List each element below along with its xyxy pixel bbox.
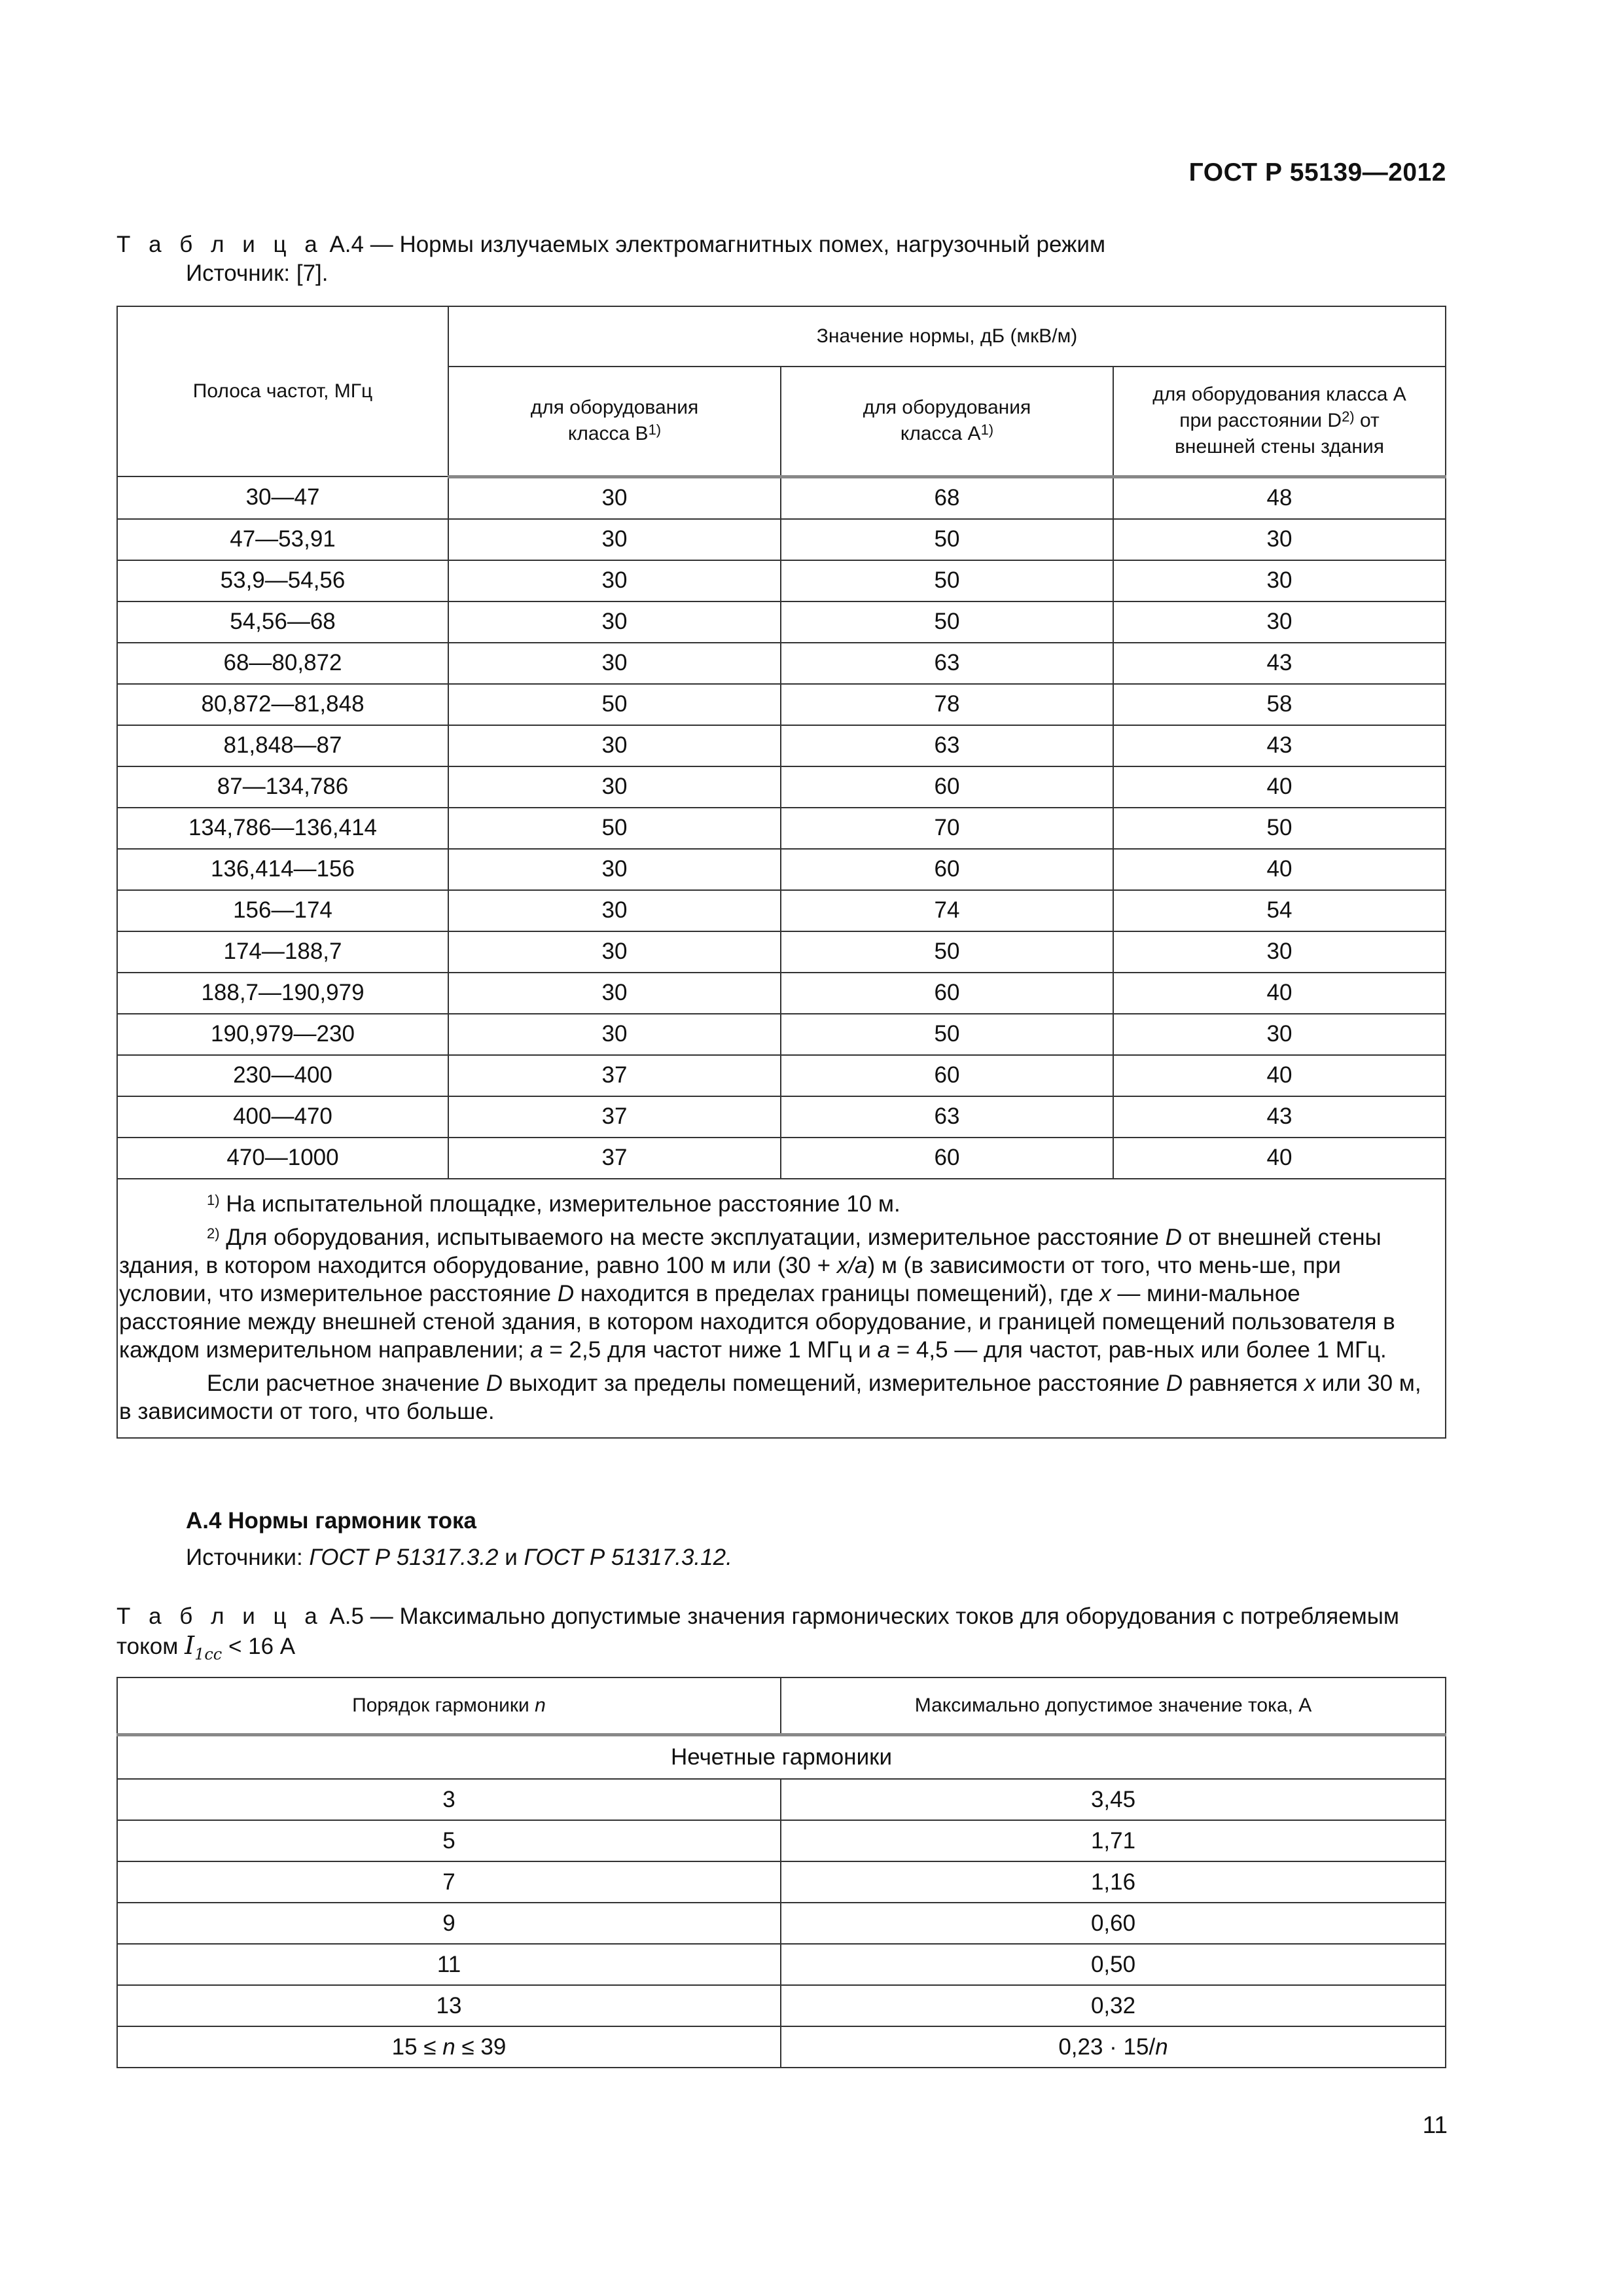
cell-class-a-distance: 30 bbox=[1113, 519, 1446, 560]
caption-prefix: Т а б л и ц а bbox=[116, 232, 323, 257]
cell-band: 400—470 bbox=[117, 1096, 448, 1138]
table-row bbox=[117, 890, 1446, 931]
cell-band: 30—47 bbox=[117, 476, 448, 519]
note-1-marker: 1) bbox=[207, 1191, 220, 1208]
cell-order: 9 bbox=[117, 1903, 781, 1944]
cell-band: 81,848—87 bbox=[117, 725, 448, 766]
table-row bbox=[117, 1779, 1446, 1820]
cell-class-a: 60 bbox=[781, 849, 1113, 890]
cell-class-a-distance: 30 bbox=[1113, 601, 1446, 643]
cell-max: 0,32 bbox=[781, 1985, 1446, 2026]
cell-class-a: 50 bbox=[781, 519, 1113, 560]
col-header-order-var: n bbox=[535, 1695, 546, 1716]
col-header-band-label: Полоса частот, МГц bbox=[192, 380, 373, 402]
table-row bbox=[117, 1014, 1446, 1055]
table-row bbox=[117, 1820, 1446, 1861]
section-a4-sources bbox=[186, 1545, 732, 1571]
cell-band: 188,7—190,979 bbox=[117, 973, 448, 1014]
cell-class-b: 37 bbox=[448, 1096, 781, 1138]
cell-class-a: 63 bbox=[781, 1096, 1113, 1138]
range-var: n bbox=[442, 2034, 455, 2060]
cell-class-a-distance: 40 bbox=[1113, 1055, 1446, 1096]
footnote-ref-1: 1) bbox=[648, 422, 662, 439]
table-row bbox=[117, 725, 1446, 766]
table-row bbox=[117, 931, 1446, 973]
cell-class-b: 30 bbox=[448, 725, 781, 766]
note-2-var: x bbox=[1099, 1280, 1111, 1306]
note-3-text: или 30 м, в зависимости от того, что больше. bbox=[119, 1370, 1421, 1424]
cell-max: 1,16 bbox=[781, 1861, 1446, 1903]
cell-class-a: 50 bbox=[781, 1014, 1113, 1055]
table-row bbox=[117, 601, 1446, 643]
range-suffix: ≤ 39 bbox=[455, 2034, 507, 2060]
cell-band: 53,9—54,56 bbox=[117, 560, 448, 601]
cell-band: 136,414—156 bbox=[117, 849, 448, 890]
cell-order: 3 bbox=[117, 1779, 781, 1820]
cell-order: 7 bbox=[117, 1861, 781, 1903]
col-header-group bbox=[448, 306, 1446, 367]
cell-order: 5 bbox=[117, 1820, 781, 1861]
note-2-var: D bbox=[1165, 1224, 1182, 1250]
table-row bbox=[117, 1985, 1446, 2026]
cell-class-a: 50 bbox=[781, 560, 1113, 601]
cell-max: 3,45 bbox=[781, 1779, 1446, 1820]
table-a4-notes bbox=[117, 1179, 1446, 1438]
cell-class-a-distance: 54 bbox=[1113, 890, 1446, 931]
note-2-var: x/a bbox=[836, 1252, 868, 1278]
caption-line2-suffix: < 16 А bbox=[222, 1634, 296, 1659]
note-2-text: = 2,5 для частот ниже 1 МГц и bbox=[543, 1336, 878, 1363]
current-symbol-sub: 1cc bbox=[194, 1645, 223, 1664]
cell-class-b: 30 bbox=[448, 643, 781, 684]
table-a4 bbox=[116, 306, 1446, 1439]
col-header-class-a-distance bbox=[1113, 367, 1446, 476]
page-number: 11 bbox=[1422, 2111, 1448, 2138]
cell-band: 190,979—230 bbox=[117, 1014, 448, 1055]
note-2-text: ) м (в зависимости от того, что мень-ше, при условии, что измерительное расстояние bbox=[119, 1252, 1341, 1306]
table-a5-caption bbox=[116, 1602, 1399, 1669]
caption-prefix: Т а б л и ц а bbox=[116, 1604, 323, 1629]
footnote-ref-1: 1) bbox=[980, 422, 994, 439]
table-row bbox=[117, 643, 1446, 684]
cell-band: 47—53,91 bbox=[117, 519, 448, 560]
cell-order-range bbox=[117, 2026, 781, 2068]
col-header-class-b-line2: класса В bbox=[567, 423, 649, 445]
table-row bbox=[117, 1861, 1446, 1903]
note-2-marker: 2) bbox=[207, 1225, 220, 1242]
cell-class-a-distance: 40 bbox=[1113, 849, 1446, 890]
cell-class-b: 30 bbox=[448, 519, 781, 560]
table-row bbox=[117, 560, 1446, 601]
col-header-order bbox=[117, 1677, 781, 1735]
cell-class-a: 60 bbox=[781, 1055, 1113, 1096]
table-row bbox=[117, 476, 1446, 519]
col-header-class-a-line1: для оборудования bbox=[863, 397, 1031, 419]
note-3-text: Если расчетное значение bbox=[207, 1370, 486, 1396]
cell-band: 68—80,872 bbox=[117, 643, 448, 684]
note-3-text: равняется bbox=[1183, 1370, 1304, 1396]
cell-band: 470—1000 bbox=[117, 1138, 448, 1179]
col-header-band bbox=[117, 306, 448, 476]
note-2-text: = 4,5 — для частот, рав-ных или более 1 МГц. bbox=[890, 1336, 1387, 1363]
note-2-text: от внешней стены здания, в котором находится оборудование, равно 100 м или (30 + bbox=[119, 1224, 1382, 1278]
cell-band: 54,56—68 bbox=[117, 601, 448, 643]
cell-band: 156—174 bbox=[117, 890, 448, 931]
table-row bbox=[117, 1138, 1446, 1179]
range-prefix: 15 ≤ bbox=[391, 2034, 443, 2060]
col-header-ad-line1: для оборудования класса А bbox=[1152, 384, 1406, 406]
cell-class-a-distance: 40 bbox=[1113, 1138, 1446, 1179]
table-row bbox=[117, 1096, 1446, 1138]
cell-max: 0,50 bbox=[781, 1944, 1446, 1985]
cell-order: 11 bbox=[117, 1944, 781, 1985]
source-doc-1: ГОСТ Р 51317.3.2 bbox=[309, 1545, 499, 1570]
subheader-odd: Нечетные гармоники bbox=[117, 1735, 1446, 1780]
cell-class-a-distance: 58 bbox=[1113, 684, 1446, 725]
cell-band: 87—134,786 bbox=[117, 766, 448, 808]
table-row bbox=[117, 849, 1446, 890]
table-row bbox=[117, 1055, 1446, 1096]
standard-code: ГОСТ Р 55139—2012 bbox=[1188, 158, 1446, 187]
cell-class-a: 63 bbox=[781, 725, 1113, 766]
note-3 bbox=[119, 1369, 1428, 1426]
note-3-var: D bbox=[1166, 1370, 1183, 1396]
col-header-class-a bbox=[781, 367, 1113, 476]
caption-text: А.4 — Нормы излучаемых электромагнитных помех, нагрузочный режим bbox=[323, 232, 1106, 257]
table-row bbox=[117, 1903, 1446, 1944]
col-header-max-label: Максимально допустимое значение тока, А bbox=[914, 1695, 1312, 1716]
cell-class-b: 30 bbox=[448, 890, 781, 931]
note-3-var: x bbox=[1304, 1370, 1316, 1396]
col-header-class-a-line2: класса А bbox=[900, 423, 981, 445]
table-row bbox=[117, 519, 1446, 560]
cell-band: 80,872—81,848 bbox=[117, 684, 448, 725]
col-header-ad-line2: при расстоянии D bbox=[1179, 410, 1342, 432]
note-2-var: D bbox=[557, 1280, 575, 1306]
cell-class-a: 63 bbox=[781, 643, 1113, 684]
cell-class-a: 60 bbox=[781, 973, 1113, 1014]
cell-class-a-distance: 43 bbox=[1113, 725, 1446, 766]
note-3-text: выходит за пределы помещений, измерительное расстояние bbox=[502, 1370, 1166, 1396]
cell-class-b: 30 bbox=[448, 476, 781, 519]
note-2-var: a bbox=[877, 1336, 891, 1363]
note-1 bbox=[119, 1190, 1428, 1218]
cell-class-a: 60 bbox=[781, 766, 1113, 808]
current-symbol bbox=[185, 1631, 223, 1664]
cell-class-a-distance: 43 bbox=[1113, 1096, 1446, 1138]
current-symbol-main: I bbox=[185, 1631, 195, 1660]
cell-class-a: 70 bbox=[781, 808, 1113, 849]
col-header-ad-line2b: от bbox=[1354, 410, 1380, 432]
section-a4-title: А.4 Нормы гармоник тока bbox=[186, 1508, 476, 1534]
cell-class-a-distance: 30 bbox=[1113, 1014, 1446, 1055]
cell-max: 0,60 bbox=[781, 1903, 1446, 1944]
cell-class-a-distance: 43 bbox=[1113, 643, 1446, 684]
caption-text: А.5 — Максимально допустимые значения гармонических токов для оборудования с потребляемым bbox=[323, 1604, 1399, 1629]
note-1-text: На испытательной площадке, измерительное расстояние 10 м. bbox=[219, 1191, 901, 1217]
cell-class-b: 30 bbox=[448, 931, 781, 973]
table-row bbox=[117, 808, 1446, 849]
cell-class-a: 50 bbox=[781, 601, 1113, 643]
cell-class-a-distance: 48 bbox=[1113, 476, 1446, 519]
cell-class-a-distance: 40 bbox=[1113, 973, 1446, 1014]
note-2-text: — мини-мальное расстояние между внешней стеной здания, в котором находится оборудование, и границей помещений пользователя в каждом измерительном направлении; bbox=[119, 1280, 1395, 1363]
cell-class-a-distance: 40 bbox=[1113, 766, 1446, 808]
cell-order: 13 bbox=[117, 1985, 781, 2026]
table-a5 bbox=[116, 1677, 1446, 2068]
cell-class-a-distance: 30 bbox=[1113, 560, 1446, 601]
cell-class-b: 37 bbox=[448, 1138, 781, 1179]
cell-band: 230—400 bbox=[117, 1055, 448, 1096]
cell-class-b: 30 bbox=[448, 601, 781, 643]
table-a4-source: Источник: [7]. bbox=[186, 260, 329, 286]
note-3-var: D bbox=[486, 1370, 503, 1396]
col-header-ad-line3: внешней стены здания bbox=[1174, 436, 1384, 458]
cell-class-a: 74 bbox=[781, 890, 1113, 931]
formula-var: n bbox=[1155, 2034, 1168, 2060]
table-a4-caption bbox=[116, 230, 1105, 288]
cell-class-b: 30 bbox=[448, 973, 781, 1014]
cell-class-a: 50 bbox=[781, 931, 1113, 973]
cell-band: 134,786—136,414 bbox=[117, 808, 448, 849]
formula-prefix: 0,23 · 15/ bbox=[1058, 2034, 1156, 2060]
cell-max-formula bbox=[781, 2026, 1446, 2068]
cell-class-a: 60 bbox=[781, 1138, 1113, 1179]
cell-class-b: 50 bbox=[448, 808, 781, 849]
note-2-text: Для оборудования, испытываемого на месте эксплуатации, измерительное расстояние bbox=[219, 1224, 1166, 1250]
cell-band: 174—188,7 bbox=[117, 931, 448, 973]
cell-max: 1,71 bbox=[781, 1820, 1446, 1861]
note-2-text: находится в пределах границы помещений), где bbox=[574, 1280, 1100, 1306]
table-row bbox=[117, 973, 1446, 1014]
col-header-group-label: Значение нормы, дБ (мкВ/м) bbox=[816, 325, 1078, 347]
cell-class-a-distance: 30 bbox=[1113, 931, 1446, 973]
cell-class-b: 30 bbox=[448, 849, 781, 890]
cell-class-a: 78 bbox=[781, 684, 1113, 725]
source-doc-2: ГОСТ Р 51317.3.12. bbox=[524, 1545, 732, 1570]
col-header-class-b-line1: для оборудования bbox=[530, 397, 699, 419]
col-header-class-b bbox=[448, 367, 781, 476]
sources-and: и bbox=[498, 1545, 524, 1570]
cell-class-b: 30 bbox=[448, 766, 781, 808]
cell-class-b: 50 bbox=[448, 684, 781, 725]
table-row bbox=[117, 684, 1446, 725]
cell-class-a: 68 bbox=[781, 476, 1113, 519]
table-row bbox=[117, 766, 1446, 808]
caption-line2-prefix: током bbox=[116, 1634, 185, 1659]
col-header-order-label: Порядок гармоники bbox=[352, 1695, 535, 1716]
cell-class-b: 30 bbox=[448, 1014, 781, 1055]
cell-class-b: 30 bbox=[448, 560, 781, 601]
col-header-max bbox=[781, 1677, 1446, 1735]
note-2 bbox=[119, 1223, 1428, 1364]
sources-prefix: Источники: bbox=[186, 1545, 310, 1570]
table-row bbox=[117, 1944, 1446, 1985]
note-2-var: a bbox=[530, 1336, 543, 1363]
footnote-ref-2: 2) bbox=[1342, 408, 1355, 425]
cell-class-b: 37 bbox=[448, 1055, 781, 1096]
cell-class-a-distance: 50 bbox=[1113, 808, 1446, 849]
